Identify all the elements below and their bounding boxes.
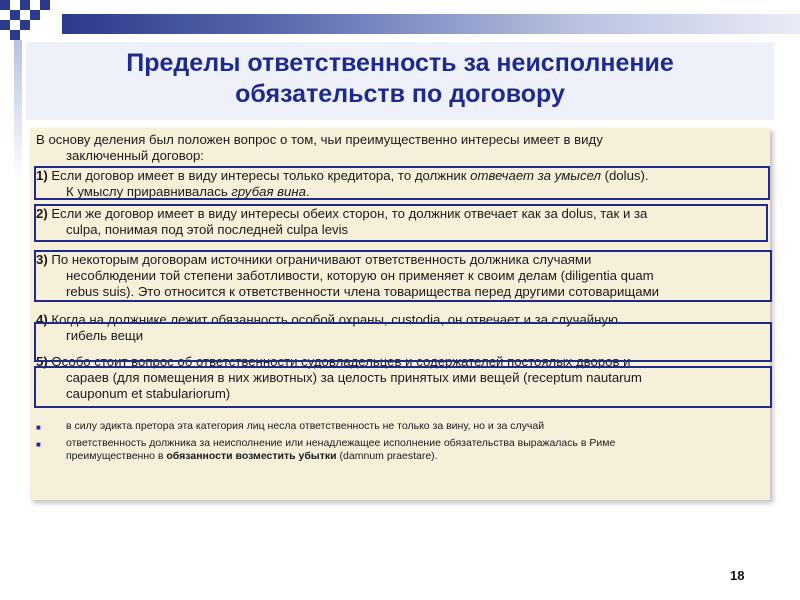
bullet-1-text: в силу эдикта претора эта категория лиц несла ответственность не только за вину, но и за случай xyxy=(66,420,545,432)
left-gradient-bar xyxy=(14,40,22,180)
point-3-line-3: rebus suis). Это относится к ответственности члена товарищества перед другими сотоварищами xyxy=(66,284,660,299)
bullet-2-text-b: (damnum praestare). xyxy=(336,450,438,462)
point-4-text: Когда на должнике лежит обязанность особой охраны, custodia, он отвечает и за случайную xyxy=(47,312,618,327)
bullet-2-line-1: ответственность должника за неисполнение или ненадлежащее исполнение обязательства выражалась в Риме xyxy=(66,437,616,449)
point-2-number: 2) xyxy=(36,206,48,221)
slide-title xyxy=(26,48,774,110)
highlight-frame-point-4 xyxy=(34,322,772,362)
point-5-line-2: сараев (для помещения в них животных) за целость принятых ими вещей (receptum nautarum xyxy=(66,370,642,385)
slide-title-line-1: Пределы ответственность за неисполнение xyxy=(126,49,674,77)
highlight-frame-point-3 xyxy=(34,250,772,302)
point-3-text: По некоторым договорам источники ограничивают ответственность должника случаями xyxy=(47,252,592,267)
page-number: 18 xyxy=(730,568,745,583)
point-5-number: 5) xyxy=(36,354,48,369)
point-1-line-2-emphasis: грубая вина xyxy=(231,184,306,199)
intro-line-1: В основу деления был положен вопрос о том, чьи преимущественно интересы имеет в виду xyxy=(36,132,603,147)
point-1-emphasis: отвечает за умысел xyxy=(470,168,601,183)
point-3-number: 3) xyxy=(36,252,48,267)
bullet-1-square-icon: ■ xyxy=(36,423,41,432)
bullet-2-square-icon: ■ xyxy=(36,440,41,449)
point-4-line-2: гибель вещи xyxy=(66,328,144,343)
point-5-text: Особо стоит вопрос об ответственности судовладельцев и содержателей постоялых дворов и xyxy=(47,354,631,369)
slide-title-line-2: обязательств по договору xyxy=(235,80,565,108)
highlight-frame-point-2 xyxy=(34,204,768,242)
intro-line-2: заключенный договор: xyxy=(66,148,204,163)
point-2-line-2: culpa, понимая под этой последней culpa levis xyxy=(66,222,349,237)
corner-checker-decoration xyxy=(0,0,60,40)
point-3-line-2: несоблюдении той степени заботливости, которую он применяет к своим делам (diligentia quam xyxy=(66,268,654,283)
bullet-2-text-a: преимущественно в xyxy=(66,450,167,462)
point-1-number: 1) xyxy=(36,168,48,183)
bullet-2-strong: обязанности возместить убытки xyxy=(166,450,337,462)
top-gradient-bar xyxy=(62,14,800,34)
highlight-frame-point-1 xyxy=(34,166,770,200)
highlight-frame-point-5 xyxy=(34,366,772,408)
point-1-text-b: (dolus). xyxy=(600,168,649,183)
point-1-line-2-a: К умыслу приравнивалась xyxy=(66,184,232,199)
point-5-line-3: cauponum et stabulariorum) xyxy=(66,386,231,401)
bullet-2-line-2 xyxy=(36,450,796,463)
point-1-text-a: Если договор имеет в виду интересы только кредитора, то должник xyxy=(47,168,471,183)
point-4-number: 4) xyxy=(36,312,48,327)
point-2-text: Если же договор имеет в виду интересы обеих сторон, то должник отвечает как за dolus, так и за xyxy=(47,206,648,221)
point-1-line-2-b: . xyxy=(305,184,310,199)
